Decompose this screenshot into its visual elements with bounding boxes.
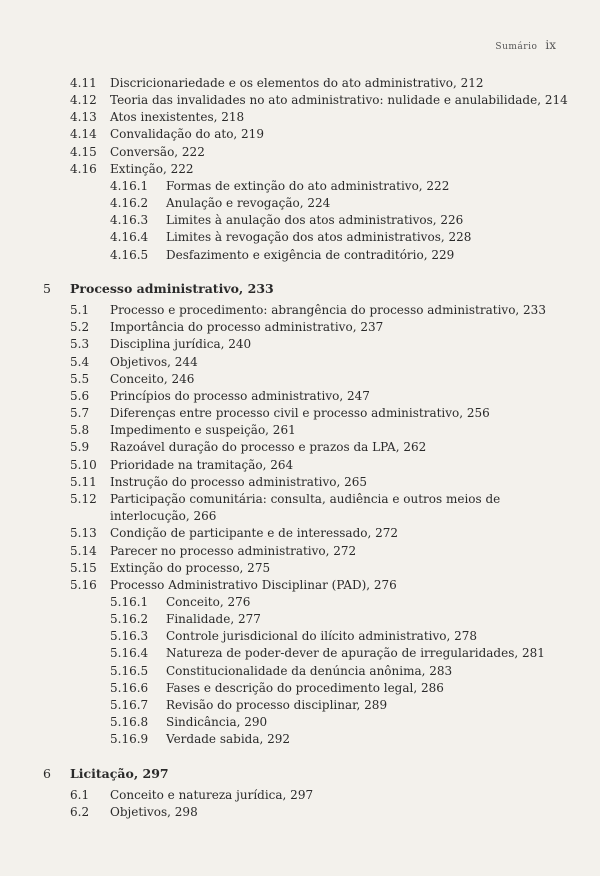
entry-title: Verdade sabida, 292: [166, 732, 291, 746]
entry-number: 4.16.5: [110, 248, 149, 262]
entry-number: 5.16.7: [110, 698, 149, 712]
entry-number: 5.7: [70, 406, 90, 420]
entry-title: Condição de participante e de interessado, 272: [110, 526, 399, 540]
entry-number: 5.16.4: [110, 646, 149, 660]
entry-title: Revisão do processo disciplinar, 289: [166, 698, 388, 712]
entry-number: 4.16.4: [110, 230, 149, 244]
entry-title: Controle jurisdicional do ilícito administrativo, 278: [166, 629, 478, 643]
entry-number: 5.4: [70, 355, 90, 369]
entry-number: 5.15: [70, 561, 97, 575]
entry-number: 5.2: [70, 320, 90, 334]
entry-number: 4.16.1: [110, 179, 149, 193]
entry-number: 5.3: [70, 337, 90, 351]
entry-number: 5.12: [70, 492, 97, 506]
entry-title: Prioridade na tramitação, 264: [110, 458, 294, 472]
entry-title: Limites à anulação dos atos administrativos, 226: [166, 213, 464, 227]
entry-title: Diferenças entre processo civil e processo administrativo, 256: [110, 406, 490, 420]
entry-number: 5.16.6: [110, 681, 149, 695]
entry-title: Constitucionalidade da denúncia anônima, 283: [166, 664, 453, 678]
entry-title: Conceito, 246: [110, 372, 195, 386]
entry-title: Natureza de poder-dever de apuração de irregularidades, 281: [166, 646, 545, 660]
entry-title: Convalidação do ato, 219: [110, 127, 264, 141]
entry-number: 4.14: [70, 127, 97, 141]
entry-number: 5.16.3: [110, 629, 149, 643]
entry-title: Impedimento e suspeição, 261: [110, 423, 296, 437]
entry-title: Discricionariedade e os elementos do ato administrativo, 212: [110, 76, 484, 90]
entry-number: 5.14: [70, 544, 97, 558]
entry-number: 5.10: [70, 458, 97, 472]
entry-title: Importância do processo administrativo, 237: [110, 320, 384, 334]
entry-number: 5.13: [70, 526, 97, 540]
entry-title: Disciplina jurídica, 240: [110, 337, 252, 351]
entry-title: Objetivos, 298: [110, 805, 198, 819]
entry-number: 5.16.5: [110, 664, 149, 678]
entry-number: 6: [43, 766, 51, 781]
entry-number: 5.11: [70, 475, 97, 489]
entry-number: 4.13: [70, 110, 97, 124]
entry-number: 6.2: [70, 805, 90, 819]
entry-number: 4.16.3: [110, 213, 149, 227]
entry-title: interlocução, 266: [110, 509, 217, 523]
entry-title: Processo e procedimento: abrangência do processo administrativo, 233: [110, 303, 546, 317]
entry-title: Finalidade, 277: [166, 612, 261, 626]
entry-number: 4.11: [70, 76, 97, 90]
page-number: ix: [545, 38, 556, 52]
entry-title: Processo Administrativo Disciplinar (PAD), 276: [110, 578, 397, 592]
entry-title: Instrução do processo administrativo, 265: [110, 475, 368, 489]
entry-title: Sindicância, 290: [166, 715, 268, 729]
entry-title: Conceito e natureza jurídica, 297: [110, 788, 314, 802]
entry-number: 5.6: [70, 389, 90, 403]
entry-title: Extinção do processo, 275: [110, 561, 271, 575]
entry-title: Limites à revogação dos atos administrativos, 228: [166, 230, 472, 244]
entry-number: 5.9: [70, 440, 90, 454]
entry-number: 5.16: [70, 578, 97, 592]
entry-title: Participação comunitária: consulta, audiência e outros meios de: [110, 492, 501, 506]
entry-number: 5: [43, 281, 51, 296]
entry-number: 4.16: [70, 162, 97, 176]
header-section: Sumário: [495, 42, 538, 52]
entry-number: 4.15: [70, 145, 97, 159]
entry-title: Extinção, 222: [110, 162, 194, 176]
entry-title: Formas de extinção do ato administrativo, 222: [166, 179, 450, 193]
entry-number: 5.16.1: [110, 595, 149, 609]
entry-title: Fases e descrição do procedimento legal, 286: [166, 681, 444, 695]
entry-title: Objetivos, 244: [110, 355, 198, 369]
entry-number: 6.1: [70, 788, 90, 802]
entry-number: 5.5: [70, 372, 90, 386]
entry-number: 5.16.2: [110, 612, 149, 626]
entry-title: Princípios do processo administrativo, 247: [110, 389, 370, 403]
entry-title: Licitação, 297: [70, 766, 169, 781]
entry-title: Anulação e revogação, 224: [166, 196, 331, 210]
running-header: [495, 38, 556, 52]
entry-title: Conceito, 276: [166, 595, 251, 609]
entry-title: Teoria das invalidades no ato administrativo: nulidade e anulabilidade, 214: [110, 93, 568, 107]
entry-number: 4.12: [70, 93, 97, 107]
entry-number: 5.16.9: [110, 732, 149, 746]
entry-title: Desfazimento e exigência de contraditório, 229: [166, 248, 455, 262]
entry-title: Atos inexistentes, 218: [110, 110, 245, 124]
entry-number: 4.16.2: [110, 196, 149, 210]
entry-number: 5.8: [70, 423, 90, 437]
entry-title: Conversão, 222: [110, 145, 205, 159]
entry-number: 5.1: [70, 303, 90, 317]
entry-title: Processo administrativo, 233: [70, 281, 274, 296]
entry-number: 5.16.8: [110, 715, 149, 729]
entry-title: Razoável duração do processo e prazos da LPA, 262: [110, 440, 427, 454]
entry-title: Parecer no processo administrativo, 272: [110, 544, 357, 558]
